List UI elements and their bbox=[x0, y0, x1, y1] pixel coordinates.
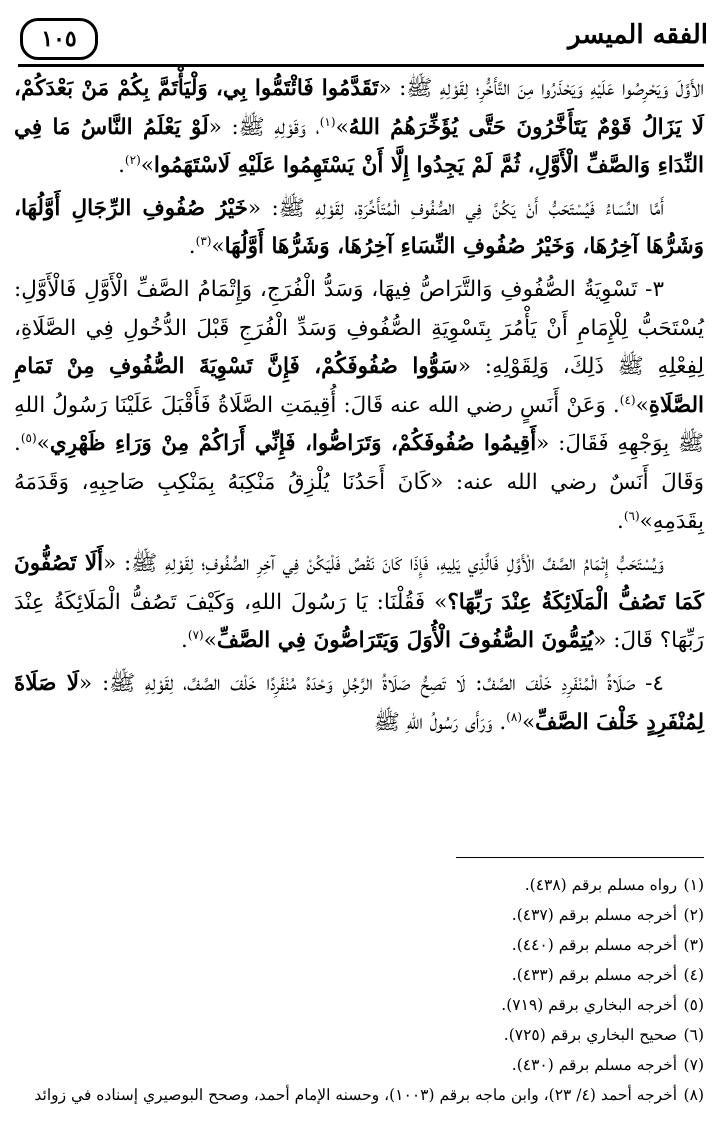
main-text bbox=[14, 70, 704, 746]
page-number: ١٠٥ bbox=[41, 26, 77, 52]
footnotes bbox=[14, 870, 704, 1110]
footnote-number: (٦) bbox=[683, 1026, 704, 1044]
paragraph bbox=[14, 271, 704, 541]
hadith-quote: خَيْرُ صُفُوفِ الرِّجَالِ أَوَّلُهَا، وَشَرُّهَا آخِرُهَا، وَخَيْرُ صُفُوفِ النِّسَاءِ آخِرُهَا، وَشَرُّهَا أَوَّلُهَا bbox=[14, 195, 704, 260]
paragraph bbox=[14, 190, 704, 267]
footnote-ref: (٣) bbox=[195, 234, 212, 249]
footnote-separator bbox=[456, 857, 704, 858]
text-run: » bbox=[335, 114, 349, 140]
footnote-item bbox=[14, 1050, 704, 1080]
text-run: ٣- تَسْوِيَةُ الصُّفُوفِ وَالتَّرَاصُّ فِيهَا، وَسَدُّ الْفُرَجِ، وَإِتْمَامُ الصَّفِّ الْأَوَّلِ فَالْأَوَّلِ: يُسْتَحَبُّ لِلْإِمَامِ أَنْ يَأْمُرَ بِتَسْوِيَةِ الصُّفُوفِ وَسَدِّ الْفُرَجِ قَبْلَ الدُّخُولِ فِي الصَّلَاةِ، لِفِعْلِهِ ﷺ ذَلِكَ، وَلِقَوْلِهِ: « bbox=[14, 276, 704, 380]
text-run: . وَعَنْ أَنَسٍ رضي الله عنه قَالَ: أُقِيمَتِ الصَّلَاةُ فَأَقْبَلَ عَلَيْنَا رَسُولُ اللهِ ﷺ بِوَجْهِهِ فَقَالَ: « bbox=[14, 392, 704, 457]
footnote-number: (٧) bbox=[683, 1056, 704, 1074]
footnote-item bbox=[14, 870, 704, 900]
footnote-number: (٥) bbox=[683, 996, 704, 1014]
footnote-ref: (٧) bbox=[187, 628, 204, 643]
footnote-text: أخرجه أحمد (٤/ ٢٣)، وابن ماجه برقم (١٠٠٣)، وحسنه الإمام أحمد، وصحح البوصيري إسناده في زوائد bbox=[34, 1086, 682, 1104]
text-run: ٤- صَلَاةُ الْمُنْفَرِدِ خَلْفَ الصَّفِّ: لَا تَصِحُّ صَلَاةُ الرَّجُلِ وَحْدَهُ مُنْفَرِدًا خَلْفَ الصَّفِّ، لِقَوْلِهِ ﷺ: « bbox=[79, 670, 664, 696]
text-run: » bbox=[203, 628, 217, 654]
text-run: » bbox=[140, 153, 154, 179]
book-title: الفقه الميسر bbox=[567, 20, 708, 50]
footnote-item bbox=[14, 1020, 704, 1050]
footnote-ref: (٥) bbox=[20, 431, 37, 446]
paragraph bbox=[14, 545, 704, 661]
hadith-quote: يُتِمُّونَ الصُّفُوفَ الْأُوَلَ وَيَتَرَاصُّونَ فِي الصَّفِّ bbox=[216, 628, 594, 654]
page-header bbox=[10, 14, 710, 62]
text-run: » bbox=[36, 431, 50, 457]
footnote-text: أخرجه مسلم برقم (٤٣٧). bbox=[511, 906, 682, 924]
footnote-ref: (١) bbox=[319, 114, 336, 129]
page-number-badge bbox=[20, 18, 98, 60]
footnote-item bbox=[14, 990, 704, 1020]
footnote-text: رواه مسلم برقم (٤٣٨). bbox=[524, 876, 682, 894]
footnote-item bbox=[14, 1080, 704, 1110]
paragraph bbox=[14, 70, 704, 186]
hadith-quote: أَلَا تَصُفُّونَ كَمَا تَصُفُّ الْمَلَائِكَةُ عِنْدَ رَبِّهَا؟ bbox=[14, 551, 704, 615]
footnote-number: (٨) bbox=[683, 1086, 704, 1104]
hadith-quote: لَا صَلَاةَ لِمُنْفَرِدٍ خَلْفَ الصَّفِّ bbox=[14, 670, 704, 735]
text-run: . bbox=[181, 628, 188, 654]
footnote-ref: (٦) bbox=[623, 508, 640, 523]
text-run: . وَرَأَى رَسُولُ اللهِ ﷺ bbox=[373, 709, 507, 735]
hadith-quote: سَوُّوا صُفُوفَكُمْ، فَإِنَّ تَسْوِيَةَ الصُّفُوفِ مِنْ تَمَامِ الصَّلَاةِ bbox=[14, 354, 704, 418]
text-run: » فَقُلْنَا: يَا رَسُولَ اللهِ، وَكَيْفَ تَصُفُّ الْمَلَائِكَةُ عِنْدَ رَبِّهَا؟ قَالَ: « bbox=[14, 589, 704, 654]
text-run: . bbox=[616, 508, 624, 534]
footnote-item bbox=[14, 960, 704, 990]
footnote-ref: (٨) bbox=[506, 709, 522, 724]
footnote-item bbox=[14, 930, 704, 960]
text-run: الأَوَّلَ وَيَحْرِصُوا عَلَيْهِ وَيَحْذَرُوا مِنَ التَّأَخُّرِ؛ لِقَوْلِهِ ﷺ: « bbox=[378, 76, 704, 101]
text-run: . وَقَالَ أَنَسٌ رضي الله عنه: «كَانَ أَحَدُنَا يُلْزِقُ مَنْكِبَهُ بِمَنْكِبِ صَاحِبِهِ، وَقَدَمَهُ بِقَدَمِهِ» bbox=[14, 431, 704, 534]
footnote-ref: (٤) bbox=[619, 392, 636, 407]
text-run: ، وَقَوْلِهِ ﷺ: « bbox=[208, 114, 320, 140]
paragraph bbox=[14, 665, 704, 742]
hadith-quote: أَقِيمُوا صُفُوفَكُمْ، وَتَرَاصُّوا، فَإِنِّي أَرَاكُمْ مِنْ وَرَاءِ ظَهْرِي bbox=[49, 431, 537, 457]
text-run: » bbox=[635, 392, 649, 418]
header-divider bbox=[18, 64, 704, 67]
footnote-number: (٣) bbox=[683, 936, 704, 954]
footnote-text: أخرجه مسلم برقم (٤٣٣). bbox=[511, 966, 682, 984]
footnote-number: (٢) bbox=[683, 906, 704, 924]
footnote-number: (١) bbox=[683, 876, 704, 894]
text-run: . bbox=[188, 234, 196, 260]
text-run: وَيُسْتَحَبُّ إِتْمَامُ الصَّفِّ الْأَوَّلِ فَالَّذِي يَلِيهِ، فَإِذَا كَانَ نَقْصٌ فَلْيَكُنْ فِي آخِرِ الصُّفُوفِ؛ لِقَوْلِهِ ﷺ: « bbox=[103, 551, 664, 577]
footnote-number: (٤) bbox=[683, 966, 704, 984]
hadith-quote: لَوْ يَعْلَمُ النَّاسُ مَا فِي النِّدَاءِ وَالصَّفِّ الْأَوَّلِ، ثُمَّ لَمْ يَجِدُوا إِلَّا أَنْ يَسْتَهِمُوا عَلَيْهِ لَاسْتَهَمُوا bbox=[14, 114, 704, 179]
footnote-text: أخرجه البخاري برقم (٧١٩). bbox=[501, 996, 682, 1014]
text-run: » bbox=[522, 709, 536, 735]
footnote-item bbox=[14, 900, 704, 930]
footnote-text: أخرجه مسلم برقم (٤٣٠). bbox=[511, 1056, 682, 1074]
footnote-ref: (٢) bbox=[124, 153, 141, 168]
text-run: أَمَّا النِّسَاءُ فَيُسْتَحَبُّ أَنْ يَكُنَّ فِي الصُّفُوفِ الْمُتَأَخِّرَةِ، لِقَوْلِهِ ﷺ: « bbox=[247, 195, 664, 221]
footnote-text: أخرجه مسلم برقم (٤٤٠). bbox=[511, 936, 682, 954]
text-run: » bbox=[211, 234, 225, 260]
text-run: . bbox=[118, 153, 125, 179]
hadith-quote: تَقَدَّمُوا فَائْتَمُّوا بِي، وَلْيَأْتَمَّ بِكُمْ مَنْ بَعْدَكُمْ، لَا يَزَالُ قَوْمٌ يَتَأَخَّرُونَ حَتَّى يُؤَخِّرَهُمُ اللهُ bbox=[14, 76, 704, 140]
footnote-text: صحيح البخاري برقم (٧٢٥). bbox=[503, 1026, 682, 1044]
